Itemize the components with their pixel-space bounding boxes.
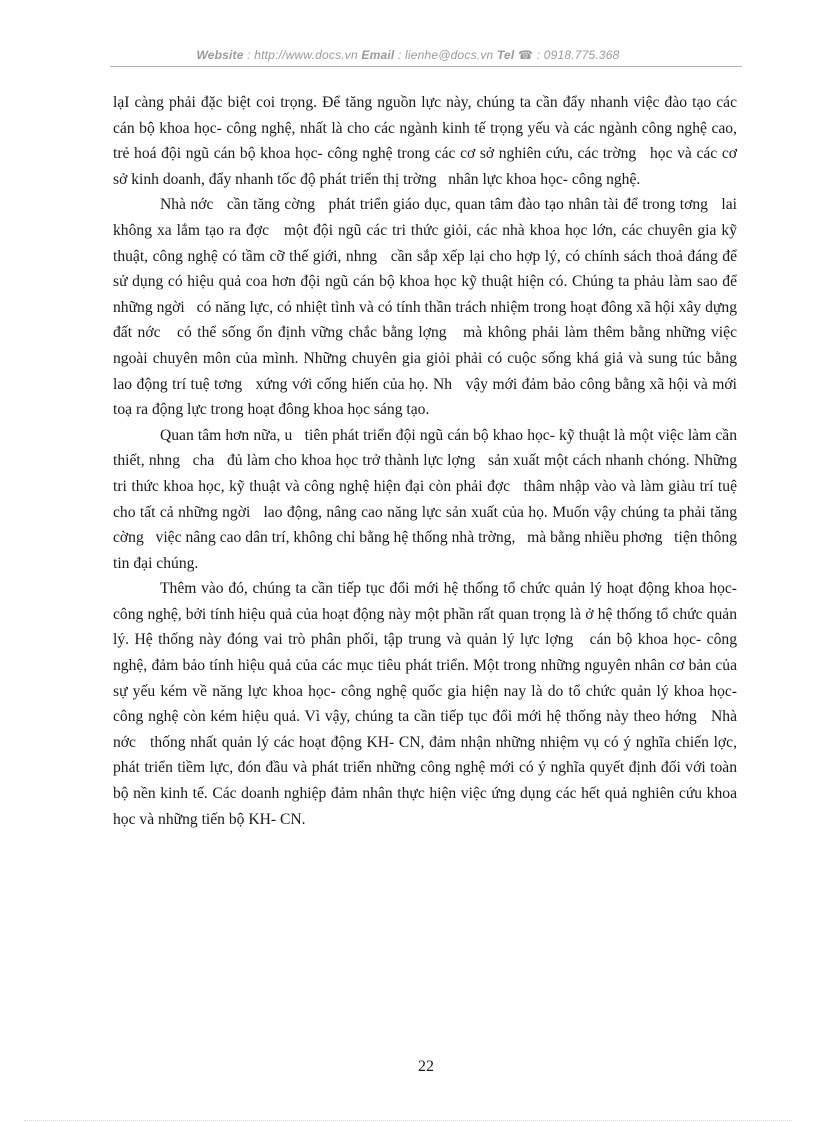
website-label: Website — [196, 48, 244, 62]
page-header — [0, 48, 816, 62]
page-bottom-border — [24, 1120, 792, 1121]
website-value: : http://www.docs.vn — [243, 48, 362, 62]
tel-label: Tel ☎ — [496, 48, 534, 62]
page-number: 22 — [418, 1058, 434, 1075]
paragraph-4: Thêm vào đó, chúng ta cần tiếp tục đổi mới hệ thống tổ chức quản lý hoạt động khoa học- công nghệ, bởi tính hiệu quả của hoạt động này một phần rất quan trọng là ở hệ thống tổ chức quản lý. Hệ thống này đóng vai trò phân phối, tập trung và quản lý lực lợng cán bộ khoa học- công nghệ, đảm bảo tính hiệu quả của các mục tiêu phát triển. Một trong những nguyên nhân cơ bản của sự yếu kém về năng lực khoa học- công nghệ quốc gia hiện nay là do tổ chức quản lý khoa học- công nghệ còn kém hiệu quả. Vì vậy, chúng ta cần tiếp tục đổi mới hệ thống này theo hớng Nhà nớc thống nhất quản lý các hoạt động KH- CN, đảm nhận những nhiệm vụ có ý nghĩa chiến lợc, phát triển tiềm lực, đón đầu và phát triển những công nghệ mới có ý nghĩa quyết định đối với toàn bộ nền kinh tế. Các doanh nghiệp đảm nhân thực hiện việc ứng dụng các hết quả nghiên cứu khoa học và những tiến bộ KH- CN. — [113, 580, 749, 828]
email-label: Email — [361, 48, 395, 62]
paragraph-3: Quan tâm hơn nữa, u tiên phát triển đội ngũ cán bộ khao học- kỹ thuật là một việc làm cần thiết, nhng cha đủ làm cho khoa học trở thành lực lợng sản xuất một cách nhanh chóng. Những tri thức khoa học, kỹ thuật và công nghệ hiện đại còn phải đợc thâm nhập vào và làm giàu trí tuệ cho tất cả những ngời lao động, nâng cao năng lực sản xuất của họ. Muốn vậy chúng ta phải tăng cờng việc nâng cao dân trí, không chỉ bằng hệ thống nhà trờng, mà bằng nhiều phơng tiện thông tin đại chúng. — [113, 426, 741, 572]
tel-value: : 0918.775.368 — [533, 48, 620, 62]
paragraph-1: lạI càng phải đặc biệt coi trọng. Để tăng nguồn lực này, chúng ta cần đẩy nhanh việc đào tạo các cán bộ khoa học- công nghệ, nhất là cho các ngành kinh tế trọng yếu và các ngành công nghệ cao, trẻ hoá đội ngũ cán bộ khoa học- công nghệ trong các cơ sở nghiên cứu, các trờng học và các cơ sở kinh doanh, đẩy nhanh tốc độ phát triển thị trờng nhân lực khoa học- công nghệ. — [113, 94, 741, 188]
header-divider — [110, 66, 742, 67]
paragraph-2: Nhà nớc cần tăng cờng phát triển giáo dục, quan tâm đào tạo nhân tài để trong tơng lai không xa lắm tạo ra đợc một đội ngũ các tri thức giỏi, các nhà khoa học lớn, các chuyên gia kỹ thuật, công nghệ có tầm cỡ thế giới, nhng cần sắp xếp lại cho hợp lý, có chính sách thoả đáng để sử dụng có hiệu quả coa hơn đội ngũ cán bộ khoa học kỹ thuật hiện có. Chúng ta phảu làm sao để những ngời có năng lực, có nhiệt tình và có tính thần trách nhiệm trong hoạt đông xã hội xây dựng đất nớc có thể sống ổn định vững chắc bằng lợng mà không phải làm thêm bằng những việc ngoài chuyên môn của mình. Những chuyên gia giỏi phải có cuộc sống khá giả và sung túc bằng lao động trí tuệ tơng xứng với cống hiến của họ. Nh vậy mới đảm bảo công bằng xã hội và mới toạ ra động lực trong hoạt đông khoa học sáng tạo. — [113, 196, 741, 419]
document-body — [113, 90, 749, 832]
email-value: : lienhe@docs.vn — [394, 48, 497, 62]
